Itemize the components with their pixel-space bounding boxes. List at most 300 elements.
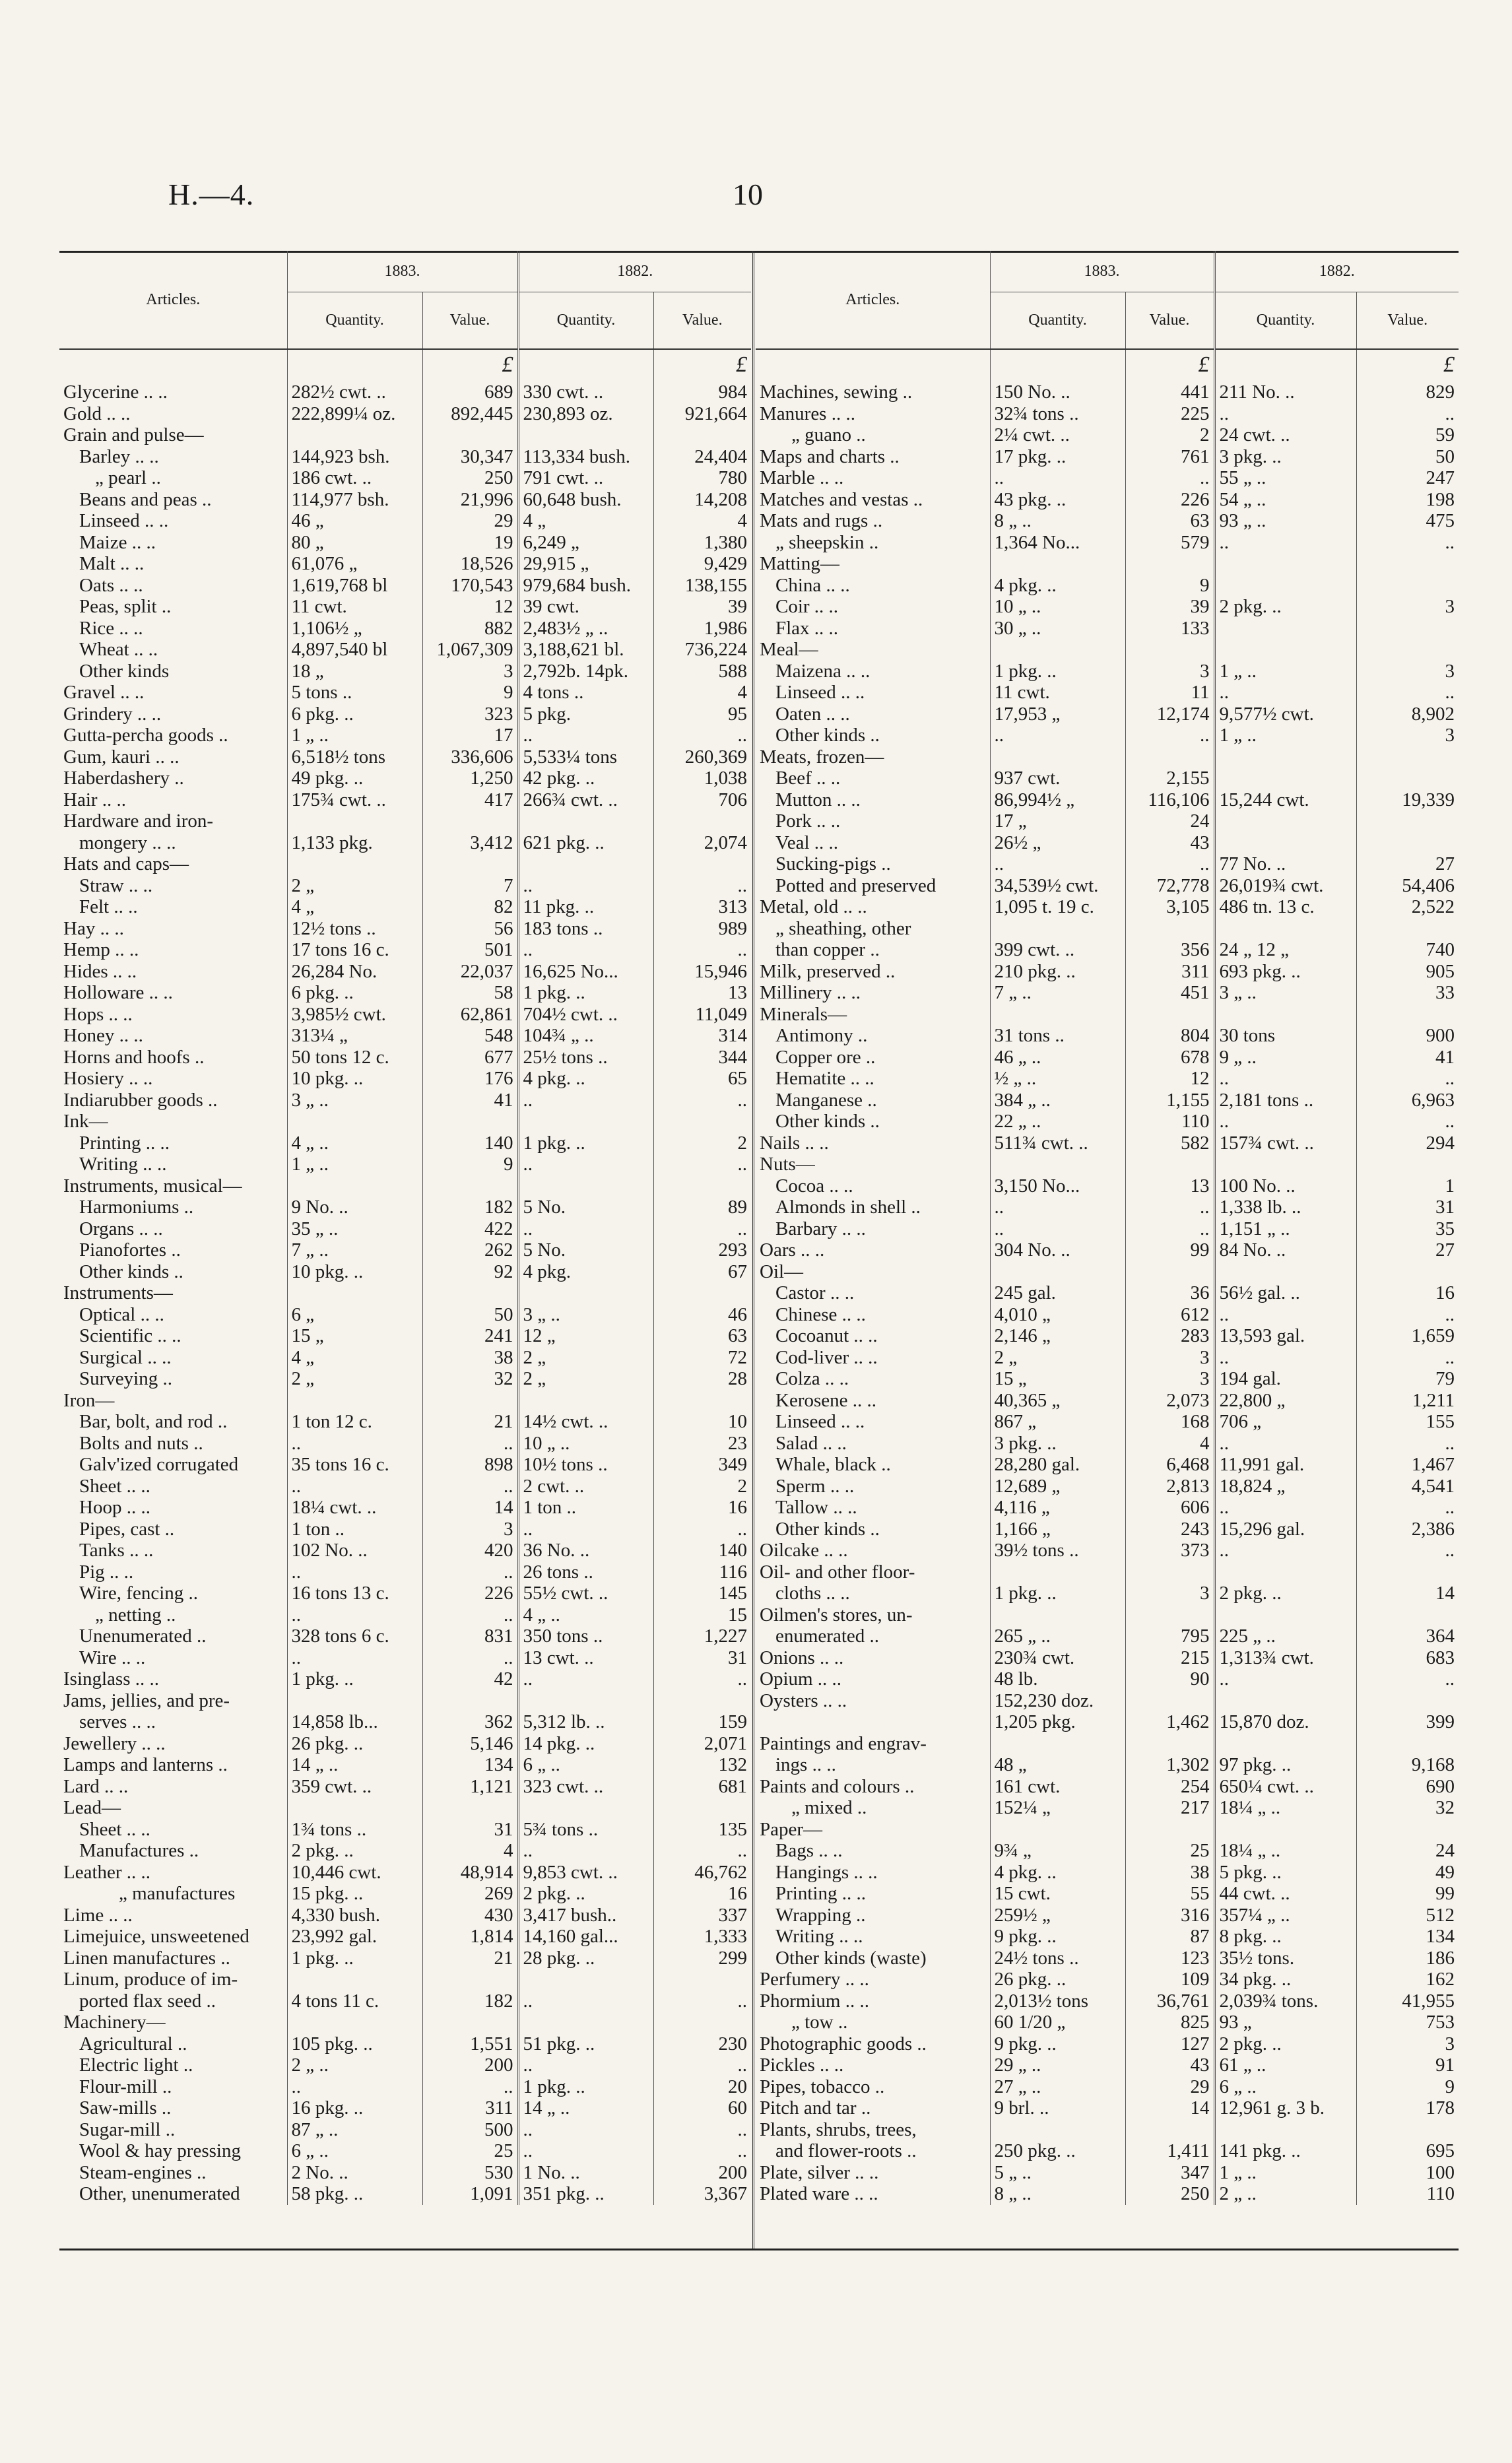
table-row [59,1840,751,1862]
table-row [756,403,1459,425]
table-row [756,381,1459,403]
value-1882-cell: 512 [1356,1905,1459,1926]
article-cell: „ guano .. [791,424,866,445]
table-row [59,1197,751,1218]
table-row [59,1304,751,1326]
table-row [756,2076,1459,2098]
article-cell: Linseed .. .. [775,682,865,703]
value-1883-cell: 243 [1125,1519,1214,1540]
value-1882-cell: 135 [653,1819,751,1841]
value-1882-cell [653,1969,751,1990]
quantity-1882-cell: .. [518,2140,653,2162]
article-cell: Hair .. .. [63,789,127,810]
pound-sign: £ [1443,352,1455,378]
quantity-1882-cell: 5 No. [518,1197,653,1218]
quantity-1883-cell: ½ „ .. [990,1068,1125,1090]
table-row [59,1047,751,1068]
value-1883-cell: 1,067,309 [422,639,518,661]
value-1883-cell [1125,1819,1214,1841]
value-1882-cell: 3 [1356,2033,1459,2055]
article-cell: Limejuice, unsweetened [63,1926,249,1947]
right-table [756,251,1459,2205]
article-cell: Onions .. .. [760,1647,844,1668]
value-1882-cell [1356,768,1459,789]
quantity-1883-cell [990,746,1125,768]
quantity-1883-cell: 6 pkg. .. [287,704,422,725]
value-1883-cell: 226 [1125,489,1214,511]
article-cell: Phormium .. .. [760,1990,869,2012]
quantity-1882-cell [1214,1004,1356,1026]
value-1882-cell [1356,918,1459,940]
quantity-1882-cell: 18¼ „ .. [1214,1797,1356,1819]
value-1883-cell: .. [1125,1218,1214,1240]
article-cell: Manganese .. [775,1089,877,1111]
articles-header: Articles. [756,251,990,349]
quantity-1882-cell [518,1175,653,1197]
article-cell: Copper ore .. [775,1046,876,1068]
article-cell: Machinery— [63,2012,166,2033]
table-row [756,1282,1459,1304]
quantity-1883-cell: 1,205 pkg. [990,1711,1125,1733]
table-row [756,832,1459,854]
quantity-1883-cell [287,1111,422,1133]
value-1882-cell: 67 [653,1261,751,1283]
article-cell: Manufactures .. [79,1840,199,1861]
article-cell: Castor .. .. [775,1282,855,1303]
quantity-1883-cell: 15 „ [990,1368,1125,1390]
value-1882-cell: 8,902 [1356,704,1459,725]
quantity-1883-cell: .. [990,1218,1125,1240]
quantity-1882-cell: .. [518,1840,653,1862]
quantity-1883-cell: 2 „ .. [287,2054,422,2076]
quantity-1882-cell: 60,648 bush. [518,489,653,511]
value-1883-cell: 168 [1125,1411,1214,1433]
article-cell: Other kinds .. [775,1111,880,1132]
value-1883-cell: 5,146 [422,1733,518,1755]
value-1883-cell: 311 [1125,961,1214,983]
value-1883-cell [422,1390,518,1412]
quantity-1882-cell: 3 „ .. [518,1304,653,1326]
value-1882-cell: 314 [653,1025,751,1047]
quantity-1883-cell: 9 pkg. .. [990,2033,1125,2055]
value-1882-cell: 16 [1356,1282,1459,1304]
value-1883-cell: 18,526 [422,553,518,575]
quantity-1883-cell: 1 pkg. .. [287,1668,422,1690]
quantity-1883-cell: 27 „ .. [990,2076,1125,2098]
quantity-1883-cell [287,1690,422,1712]
table-row [59,1776,751,1798]
table-row [756,1647,1459,1669]
value-header: Value. [1125,292,1214,349]
value-1882-cell: .. [1356,1668,1459,1690]
value-1883-cell: 689 [422,381,518,403]
table-row [756,596,1459,618]
article-cell: Hats and caps— [63,853,189,874]
quantity-1882-cell: 9 „ .. [1214,1047,1356,1068]
value-1883-cell: 606 [1125,1497,1214,1519]
table-row [59,2054,751,2076]
quantity-1883-cell: 6,518½ tons [287,746,422,768]
value-1883-cell [1125,1690,1214,1712]
table-row [59,510,751,532]
table-row [59,1647,751,1669]
quantity-1882-cell: 5¾ tons .. [518,1819,653,1841]
article-cell: Chinese .. .. [775,1303,866,1325]
article-cell: Surveying .. [79,1368,172,1389]
article-cell: Beans and peas .. [79,488,212,510]
article-cell: Hemp .. .. [63,939,139,960]
quantity-1883-cell: 259½ „ [990,1905,1125,1926]
value-1882-cell [653,2012,751,2033]
article-cell: Writing .. .. [79,1154,167,1175]
value-1882-cell: 349 [653,1454,751,1476]
table-row [756,1261,1459,1283]
value-1883-cell: 99 [1125,1239,1214,1261]
value-1882-cell [653,1390,751,1412]
value-1882-cell [1356,1004,1459,1026]
value-1883-cell [1125,639,1214,661]
value-1883-cell: 31 [422,1819,518,1841]
table-row [756,1840,1459,1862]
value-1883-cell: 38 [422,1347,518,1369]
article-cell: Printing .. .. [775,1883,866,1904]
value-1883-cell [422,424,518,446]
quantity-1882-cell [518,1797,653,1819]
quantity-1882-cell: 77 No. .. [1214,853,1356,875]
value-1882-cell: 905 [1356,961,1459,983]
article-cell: Wrapping .. [775,1904,866,1926]
value-1882-cell: 41,955 [1356,1990,1459,2012]
value-1883-cell: 2,155 [1125,768,1214,789]
value-1883-cell: 362 [422,1711,518,1733]
quantity-1883-cell [287,1175,422,1197]
quantity-1882-cell: 1 pkg. .. [518,982,653,1004]
quantity-1883-cell: 22 „ .. [990,1111,1125,1133]
value-1883-cell: 892,445 [422,403,518,425]
article-cell: Oil— [760,1261,804,1282]
article-cell: and flower-roots .. [775,2140,917,2161]
value-1883-cell: 17 [422,725,518,746]
quantity-1882-cell: 2 pkg. .. [518,1883,653,1905]
quantity-1882-cell: 650¼ cwt. .. [1214,1776,1356,1798]
article-cell: Coir .. .. [775,596,839,617]
quantity-1882-cell: .. [1214,1668,1356,1690]
value-1882-cell: .. [653,2119,751,2141]
quantity-1882-cell [518,810,653,832]
quantity-1883-cell: 1 „ .. [287,725,422,746]
value-1882-cell: 89 [653,1197,751,1218]
quantity-1882-cell: 5,312 lb. .. [518,1711,653,1733]
quantity-1883-cell: 35 tons 16 c. [287,1454,422,1476]
quantity-1882-cell: 2,039¾ tons. [1214,1990,1356,2012]
quantity-1882-cell: .. [1214,682,1356,704]
quantity-1882-cell: 2 pkg. .. [1214,2033,1356,2055]
article-cell: „ netting .. [95,1604,176,1626]
quantity-1882-cell: 14,160 gal... [518,1926,653,1948]
year-1882-header: 1882. [518,251,751,292]
table-row [756,1304,1459,1326]
value-1882-cell [1356,1154,1459,1175]
value-1883-cell: 612 [1125,1304,1214,1326]
value-1882-cell [653,1111,751,1133]
table-row [59,1626,751,1647]
value-1883-cell: 1,155 [1125,1090,1214,1111]
quantity-1883-cell: 150 No. .. [990,381,1125,403]
quantity-1882-cell: 157¾ cwt. .. [1214,1133,1356,1154]
table-row [756,424,1459,446]
quantity-1882-cell: 1,151 „ .. [1214,1218,1356,1240]
quantity-1882-cell: 2 pkg. .. [1214,596,1356,618]
quantity-1882-cell: 36 No. .. [518,1540,653,1561]
table-row [59,1476,751,1497]
value-1883-cell: 7 [422,875,518,897]
value-1883-cell: 311 [422,2097,518,2119]
quantity-1883-cell [990,918,1125,940]
quantity-1883-cell: 10 pkg. .. [287,1068,422,1090]
quantity-1883-cell: 161 cwt. [990,1776,1125,1798]
quantity-1883-cell: 11 cwt. [287,596,422,618]
value-1882-cell: .. [653,2140,751,2162]
article-cell: Linen manufactures .. [63,1947,230,1969]
quantity-1882-cell [1214,1819,1356,1841]
value-1883-cell: 72,778 [1125,875,1214,897]
quantity-1883-cell: 222,899¼ oz. [287,403,422,425]
value-1882-cell: .. [653,1218,751,1240]
table-row [59,1797,751,1819]
value-1883-cell: 133 [1125,618,1214,640]
table-row [59,661,751,682]
table-row [59,1969,751,1990]
value-1882-cell: 110 [1356,2183,1459,2205]
article-cell: Tanks .. .. [79,1540,154,1561]
value-1882-cell: 1 [1356,1175,1459,1197]
value-1883-cell: 170,543 [422,575,518,597]
value-1882-cell: 2,071 [653,1733,751,1755]
article-cell: Glycerine .. .. [63,381,168,403]
article-cell: Hoop .. .. [79,1497,150,1518]
value-1883-cell [1125,1261,1214,1283]
quantity-1882-cell: 6,249 „ [518,532,653,554]
quantity-1882-cell: 2 „ [518,1347,653,1369]
quantity-1882-cell: 704½ cwt. .. [518,1004,653,1026]
quantity-1882-cell: 194 gal. [1214,1368,1356,1390]
value-1882-cell: 293 [653,1239,751,1261]
table-row [59,2183,751,2205]
table-row [756,1862,1459,1884]
article-cell: Wire, fencing .. [79,1583,199,1604]
table-row [59,1711,751,1733]
value-1882-cell: 1,380 [653,532,751,554]
quantity-1883-cell: 5 tons .. [287,682,422,704]
table-row [756,1476,1459,1497]
value-1883-cell: 1,091 [422,2183,518,2205]
table-row [59,1133,751,1154]
quantity-1882-cell [518,2012,653,2033]
table-row [756,982,1459,1004]
quantity-1883-cell: 1 pkg. .. [990,661,1125,682]
value-1883-cell: 87 [1125,1926,1214,1948]
quantity-1882-cell: 30 tons [1214,1025,1356,1047]
quantity-1883-cell: .. [287,1561,422,1583]
value-1883-cell: .. [422,1647,518,1669]
value-1882-cell: 31 [653,1647,751,1669]
value-1883-cell: 323 [422,704,518,725]
quantity-1883-cell [990,1261,1125,1283]
table-row [59,1497,751,1519]
article-cell: Meal— [760,639,818,660]
table-row [59,1068,751,1090]
quantity-1883-cell [990,2119,1125,2141]
value-1882-cell: 1,986 [653,618,751,640]
table-row [756,1905,1459,1926]
quantity-1883-cell: 2,146 „ [990,1325,1125,1347]
quantity-1883-cell: 6 pkg. .. [287,982,422,1004]
value-1882-cell: 260,369 [653,746,751,768]
article-cell: Milk, preserved .. [760,960,896,982]
quantity-1883-cell: 26 pkg. .. [287,1733,422,1755]
table-row [59,2097,751,2119]
value-1882-cell: 72 [653,1347,751,1369]
quantity-1882-cell: 1 „ .. [1214,661,1356,682]
table-row [756,1668,1459,1690]
quantity-1883-cell: 8 „ .. [990,510,1125,532]
quantity-1883-cell: .. [287,1433,422,1455]
article-cell: Harmoniums .. [79,1197,194,1218]
table-row [756,875,1459,897]
quantity-1883-cell [990,639,1125,661]
quantity-1883-cell: 1 ton 12 c. [287,1411,422,1433]
table-row [756,1433,1459,1455]
table-row [756,1239,1459,1261]
value-1883-cell: 283 [1125,1325,1214,1347]
table-row [59,1454,751,1476]
quantity-1883-cell: 16 tons 13 c. [287,1583,422,1604]
value-1882-cell: .. [653,939,751,961]
table-row [756,1754,1459,1776]
quantity-1883-cell: 867 „ [990,1411,1125,1433]
quantity-1882-cell: 357¼ „ .. [1214,1905,1356,1926]
table-row [756,1969,1459,1990]
quantity-1882-cell: 2 „ .. [1214,2183,1356,2205]
quantity-1883-cell: 87 „ .. [287,2119,422,2141]
quantity-1882-cell: 350 tons .. [518,1626,653,1647]
quantity-1883-cell: 1 pkg. .. [287,1948,422,1969]
quantity-1883-cell: 26,284 No. [287,961,422,983]
value-1882-cell: 145 [653,1583,751,1604]
quantity-1882-cell: 35½ tons. [1214,1948,1356,1969]
quantity-1883-cell [990,553,1125,575]
value-1882-cell: .. [1356,1540,1459,1561]
value-1883-cell: 882 [422,618,518,640]
article-cell: Plants, shrubs, trees, [760,2118,917,2140]
value-1883-cell: 11 [1125,682,1214,704]
article-cell: Flax .. .. [775,617,839,639]
quantity-1883-cell: 4 „ [287,1347,422,1369]
quantity-1882-cell: .. [518,1090,653,1111]
year-1883-header: 1883. [990,251,1214,292]
quantity-1882-cell: 10 „ .. [518,1433,653,1455]
value-1883-cell: 3 [1125,1368,1214,1390]
quantity-1882-cell: 979,684 bush. [518,575,653,597]
article-cell: Surgical .. .. [79,1346,172,1368]
value-1883-cell: 29 [422,510,518,532]
article-cell: Meats, frozen— [760,746,884,768]
bottom-rule [59,2249,1459,2250]
value-1882-cell [1356,553,1459,575]
quantity-1883-cell: .. [990,725,1125,746]
value-1883-cell: 55 [1125,1883,1214,1905]
value-1882-cell: 20 [653,2076,751,2098]
value-header: Value. [422,292,518,349]
quantity-1882-cell [1214,918,1356,940]
quantity-1883-cell: 313¼ „ [287,1025,422,1047]
quantity-1883-cell: 937 cwt. [990,768,1125,789]
quantity-1883-cell: .. [990,853,1125,875]
quantity-1883-cell: 46 „ .. [990,1047,1125,1068]
value-1882-cell [1356,832,1459,854]
value-1883-cell: .. [422,1476,518,1497]
quantity-1882-cell: 15,244 cwt. [1214,789,1356,811]
table-row [756,639,1459,661]
article-cell: Peas, split .. [79,596,172,617]
quantity-1883-cell: 10,446 cwt. [287,1862,422,1884]
article-cell: „ sheathing, other [775,917,911,939]
quantity-1883-cell: 384 „ .. [990,1090,1125,1111]
quantity-1882-cell [1214,1690,1356,1712]
value-1883-cell: 19 [422,532,518,554]
table-row [756,489,1459,511]
quantity-1882-cell: 51 pkg. .. [518,2033,653,2055]
quantity-1882-cell: .. [1214,1433,1356,1455]
table-row [756,1990,1459,2012]
article-cell: Oil- and other floor- [760,1561,915,1583]
table-row [59,1433,751,1455]
center-divider [752,251,754,2250]
table-row [59,1347,751,1369]
quantity-1883-cell: 3 pkg. .. [990,1433,1125,1455]
value-1882-cell: 31 [1356,1197,1459,1218]
value-1883-cell: 548 [422,1025,518,1047]
value-1883-cell: 24 [1125,810,1214,832]
article-cell: Lard .. .. [63,1775,129,1797]
value-1883-cell: 176 [422,1068,518,1090]
value-1882-cell: .. [1356,1068,1459,1090]
quantity-1882-cell: .. [518,725,653,746]
table-row [756,2140,1459,2162]
value-1882-cell: .. [1356,532,1459,554]
quantity-1882-cell: 3 pkg. .. [1214,446,1356,468]
quantity-1882-cell: .. [518,2119,653,2141]
quantity-1883-cell: 152¼ „ [990,1797,1125,1819]
quantity-1883-cell: 8 „ .. [990,2183,1125,2205]
table-row [756,2183,1459,2205]
value-1883-cell: 110 [1125,1111,1214,1133]
article-cell: Oilmen's stores, un- [760,1604,913,1626]
value-1883-cell: 1,121 [422,1776,518,1798]
article-cell: Colza .. .. [775,1368,849,1389]
article-cell: Ink— [63,1111,108,1132]
quantity-1883-cell: 2 „ [287,875,422,897]
table-row [59,1154,751,1175]
article-cell: Mats and rugs .. [760,510,883,531]
quantity-header: Quantity. [1214,292,1356,349]
table-row [59,1025,751,1047]
value-1883-cell: 50 [422,1304,518,1326]
article-cell: Agricultural .. [79,2033,187,2054]
table-row [59,1261,751,1283]
table-row [59,2033,751,2055]
value-1882-cell: 1,227 [653,1626,751,1647]
